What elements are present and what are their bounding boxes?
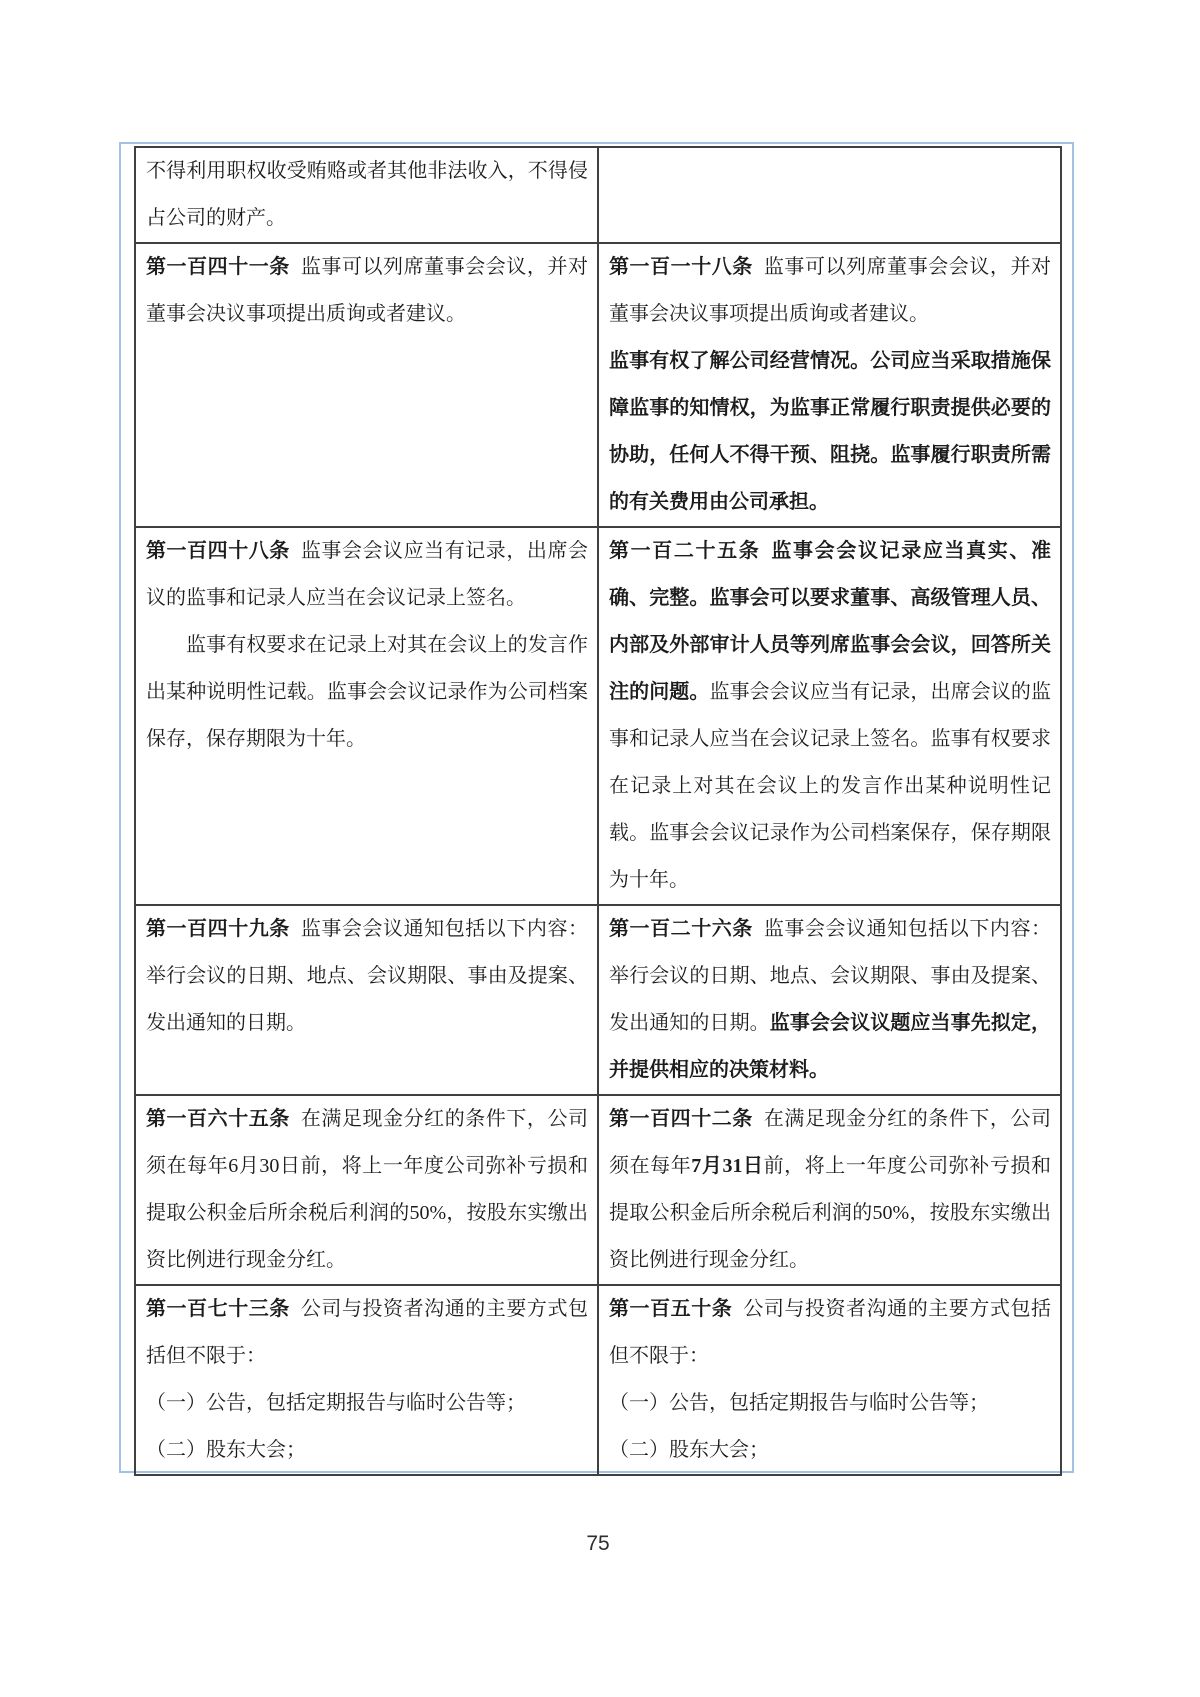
paragraph xyxy=(609,1286,1051,1380)
paragraph xyxy=(146,244,588,338)
table-row xyxy=(135,527,1061,905)
article-text: （二）股东大会； xyxy=(146,1439,306,1461)
table-row xyxy=(135,1285,1061,1475)
article-text: （一）公告，包括定期报告与临时公告等； xyxy=(146,1392,526,1414)
paragraph xyxy=(609,1427,1051,1474)
article-cell-right xyxy=(598,1095,1061,1285)
article-text: 监事可以列席董事会会议，并对董事会决议事项提出质询或者建议。 xyxy=(146,256,589,325)
article-cell-left xyxy=(135,1095,598,1285)
paragraph xyxy=(609,906,1051,1094)
paragraph xyxy=(146,1380,588,1427)
paragraph xyxy=(609,338,1051,526)
paragraph xyxy=(146,148,588,242)
article-cell-right xyxy=(598,905,1061,1095)
article-cell-right xyxy=(598,1285,1061,1475)
article-text: 监事会会议议题应当事先拟定，并提供相应的决策材料。 xyxy=(609,1012,1052,1081)
paragraph xyxy=(146,1427,588,1474)
article-cell-left xyxy=(135,527,598,905)
article-text: 监事可以列席董事会会议，并对董事会决议事项提出质询或者建议。 xyxy=(609,256,1052,325)
paragraph xyxy=(609,528,1051,904)
table-row xyxy=(135,1095,1061,1285)
article-text: 监事有权了解公司经营情况。公司应当采取措施保障监事的知情权，为监事正常履行职责提供必要的协助，任何人不得干预、阻挠。监事履行职责所需的有关费用由公司承担。 xyxy=(609,350,1051,513)
article-text: 公司与投资者沟通的主要方式包括但不限于： xyxy=(609,1298,1052,1367)
article-cell-right xyxy=(598,527,1061,905)
paragraph xyxy=(146,906,588,1047)
paragraph xyxy=(146,1096,588,1284)
article-number: 第一百二十五条 xyxy=(609,540,761,562)
article-text: 不得利用职权收受贿赂或者其他非法收入，不得侵占公司的财产。 xyxy=(146,160,588,229)
article-text: 在满足现金分红的条件下，公司须在每年 xyxy=(609,1108,1052,1177)
article-text: 监事会会议通知包括以下内容：举行会议的日期、地点、会议期限、事由及提案、发出通知的日期。 xyxy=(609,918,1052,1034)
article-number: 第一百四十一条 xyxy=(146,256,290,278)
article-text: （二）股东大会； xyxy=(609,1439,769,1461)
article-text: 前，将上一年度公司弥补亏损和提取公积金后所余税后利润的50%，按股东实缴出资比例进行现金分红。 xyxy=(609,1155,1052,1271)
table-row xyxy=(135,905,1061,1095)
article-text: 监事有权要求在记录上对其在会议上的发言作出某种说明性记载。监事会会议记录作为公司档案保存，保存期限为十年。 xyxy=(146,634,588,750)
article-text: 7月31日 xyxy=(691,1155,764,1177)
article-text: 监事会会议应当有记录，出席会议的监事和记录人应当在会议记录上签名。 xyxy=(146,540,589,609)
article-number: 第一百一十八条 xyxy=(609,256,753,278)
comparison-table xyxy=(134,146,1062,1476)
article-cell-right xyxy=(598,243,1061,527)
article-number: 第一百四十八条 xyxy=(146,540,290,562)
paragraph xyxy=(609,1096,1051,1284)
article-text: 监事会会议记录应当真实、准确、完整。监事会可以要求董事、高级管理人员、内部及外部审计人员等列席监事会会议，回答所关注的问题。 xyxy=(609,540,1052,703)
article-number: 第一百二十六条 xyxy=(609,918,753,940)
page-number: 75 xyxy=(586,1532,610,1555)
article-cell-left xyxy=(135,905,598,1095)
article-cell-left xyxy=(135,147,598,243)
paragraph xyxy=(609,1380,1051,1427)
article-text: 在满足现金分红的条件下，公司须在每年6月30日前，将上一年度公司弥补亏损和提取公积金后所余税后利润的50%，按股东实缴出资比例进行现金分红。 xyxy=(146,1108,589,1271)
table-row xyxy=(135,243,1061,527)
paragraph xyxy=(146,622,588,763)
article-cell-left xyxy=(135,1285,598,1475)
paragraph xyxy=(609,244,1051,338)
paragraph xyxy=(146,1286,588,1380)
article-number: 第一百四十二条 xyxy=(609,1108,753,1130)
article-text: 公司与投资者沟通的主要方式包括但不限于： xyxy=(146,1298,589,1367)
article-number: 第一百五十条 xyxy=(609,1298,733,1320)
article-text: 监事会会议通知包括以下内容：举行会议的日期、地点、会议期限、事由及提案、发出通知的日期。 xyxy=(146,918,589,1034)
article-number: 第一百四十九条 xyxy=(146,918,290,940)
article-text: （一）公告，包括定期报告与临时公告等； xyxy=(609,1392,989,1414)
table-row xyxy=(135,147,1061,243)
article-number: 第一百七十三条 xyxy=(146,1298,290,1320)
article-number: 第一百六十五条 xyxy=(146,1108,290,1130)
article-cell-left xyxy=(135,243,598,527)
paragraph xyxy=(146,528,588,622)
comparison-table-body xyxy=(135,147,1061,1475)
article-cell-right xyxy=(598,147,1061,243)
article-text: 监事会会议应当有记录，出席会议的监事和记录人应当在会议记录上签名。监事有权要求在记录上对其在会议上的发言作出某种说明性记载。监事会会议记录作为公司档案保存，保存期限为十年。 xyxy=(609,681,1052,891)
